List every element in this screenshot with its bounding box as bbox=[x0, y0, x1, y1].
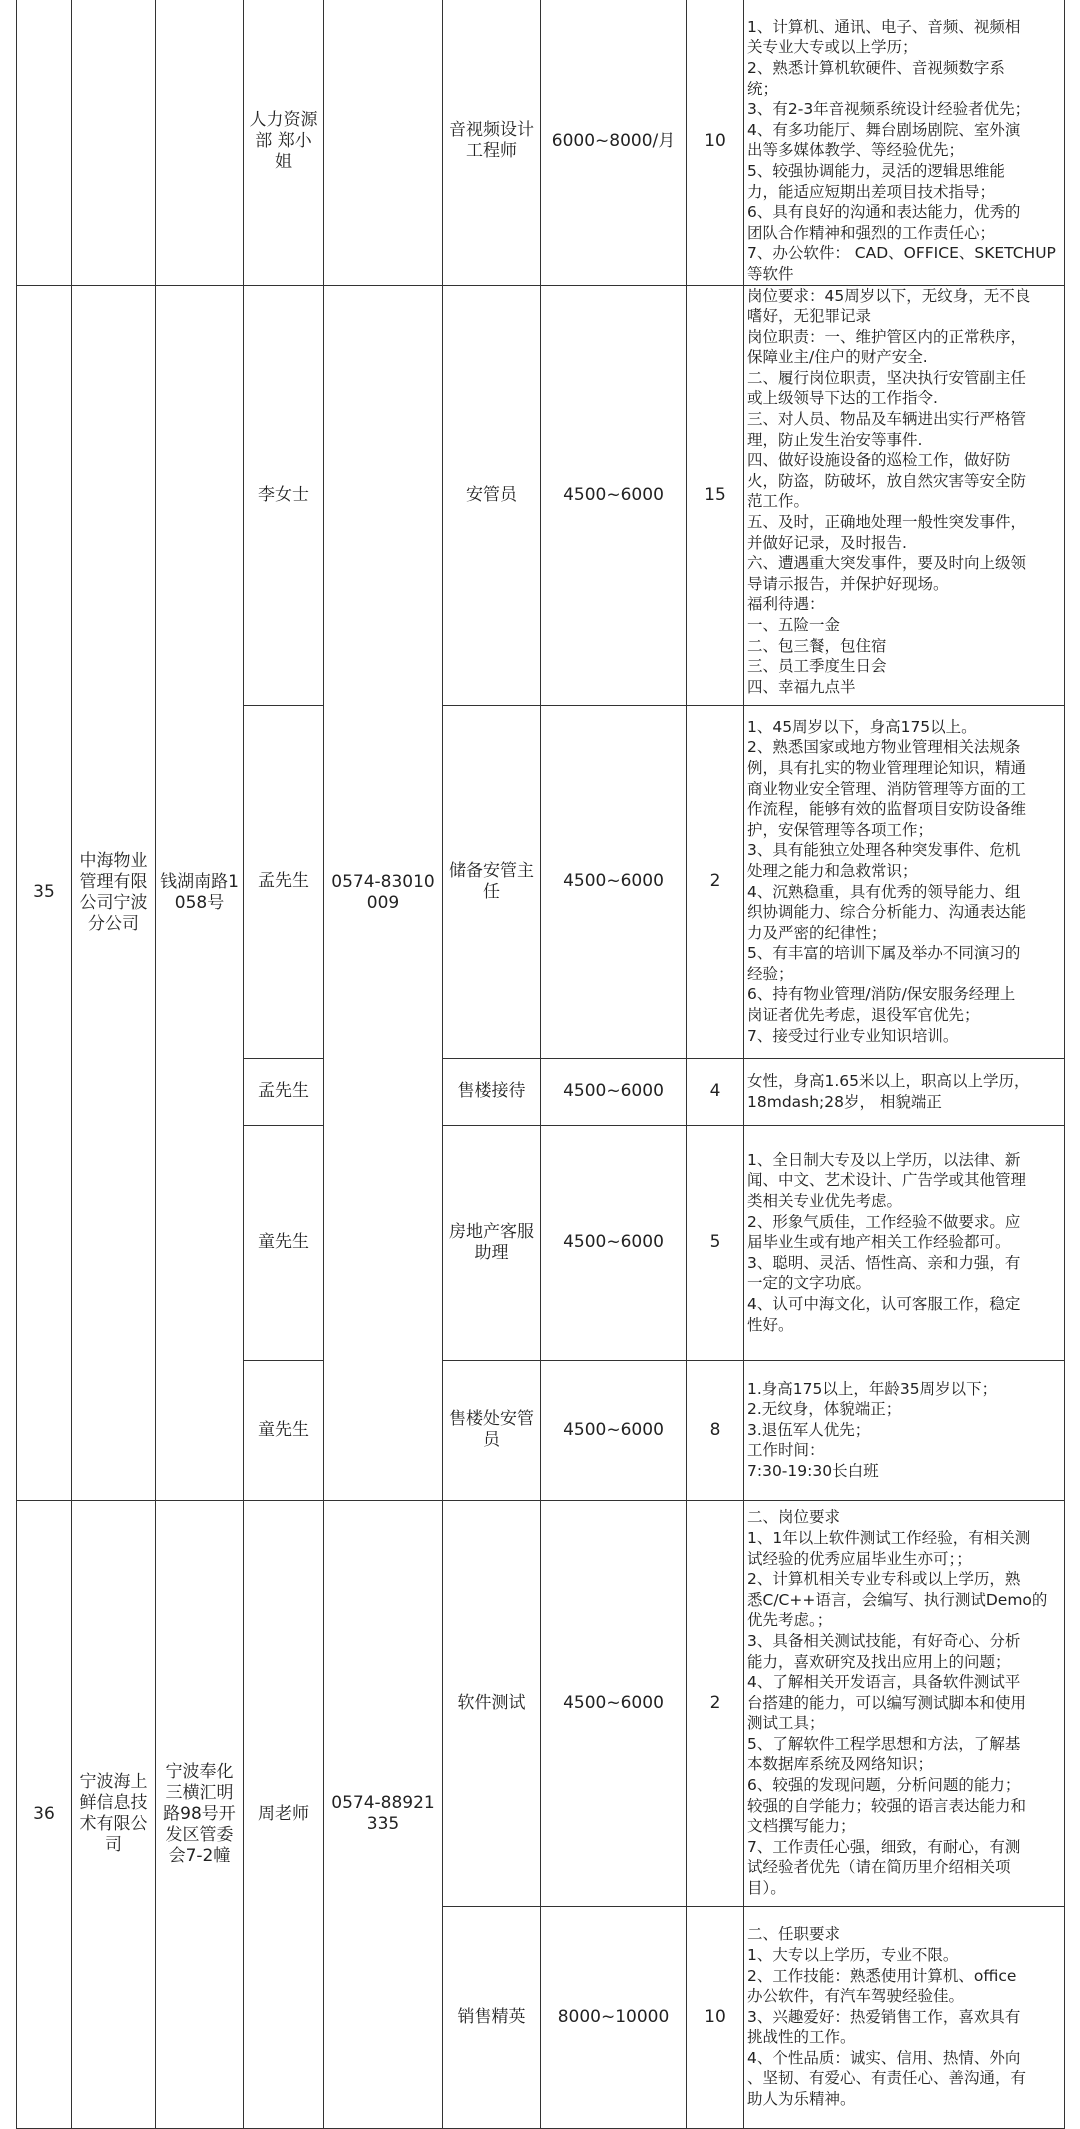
salary: 4500~6000 bbox=[541, 1500, 687, 1906]
description-line: 2、工作技能：熟悉使用计算机、office bbox=[747, 1966, 1017, 1985]
description-line: 护，安保管理等各项工作； bbox=[747, 820, 934, 839]
description-line: 火，防盗，防破坏，放自然灾害等安全防 bbox=[747, 471, 1027, 490]
description-line: 18mdash;28岁， 相貌端正 bbox=[747, 1092, 942, 1111]
description-line: 1、全日制大专及以上学历，以法律、新 bbox=[747, 1150, 1021, 1169]
company-address bbox=[156, 0, 244, 285]
description-line: 4、有多功能厅、舞台剧场剧院、室外演 bbox=[747, 120, 1021, 139]
job-listing-table bbox=[16, 0, 1065, 2129]
description-line: 1、1年以上软件测试工作经验，有相关测 bbox=[747, 1528, 1031, 1547]
job-description bbox=[744, 1360, 1065, 1500]
description-line: 目）。 bbox=[747, 1879, 786, 1898]
description-line: 届毕业生或有地产相关工作经验都可。 bbox=[747, 1233, 1011, 1252]
description-line: 4、沉熟稳重，具有优秀的领导能力、组 bbox=[747, 882, 1021, 901]
description-line: 挑战性的工作。 bbox=[747, 2028, 856, 2047]
description-line: 导请示报告，并保护好现场。 bbox=[747, 574, 949, 593]
description-line: 4、了解相关开发语言，具备软件测试平 bbox=[747, 1673, 1021, 1692]
description-line: 范工作。 bbox=[747, 492, 810, 511]
job-title: 音视频设计工程师 bbox=[443, 0, 541, 285]
description-line: 一定的文字功底。 bbox=[747, 1274, 872, 1293]
job-description bbox=[744, 1058, 1065, 1125]
company-name: 中海物业管理有限公司宁波分公司 bbox=[72, 285, 156, 1500]
description-line: 闻、中文、艺术设计、广告学或其他管理 bbox=[747, 1171, 1027, 1190]
salary: 4500~6000 bbox=[541, 1360, 687, 1500]
description-line: 2、计算机相关专业专科或以上学历，熟 bbox=[747, 1570, 1021, 1589]
job-title: 储备安管主任 bbox=[443, 705, 541, 1058]
description-line: 6、较强的发现问题，分析问题的能力； bbox=[747, 1776, 1021, 1795]
description-line: 悉C/C++语言，会编写、执行测试Demo的 bbox=[747, 1590, 1048, 1609]
description-line: 岗位要求：45周岁以下，无纹身，无不良 bbox=[747, 286, 1031, 305]
description-line: 7、办公软件： CAD、OFFICE、SKETCHUP bbox=[747, 244, 1056, 263]
job-description bbox=[744, 1500, 1065, 1906]
description-line: 3.退伍军人优先； bbox=[747, 1420, 871, 1439]
description-line: 助人为乐精神。 bbox=[747, 2090, 856, 2109]
description-line: 本数据库系统及网络知识； bbox=[747, 1755, 934, 1774]
headcount: 4 bbox=[687, 1058, 744, 1125]
headcount: 2 bbox=[687, 1500, 744, 1906]
contact-person: 人力资源部 郑小姐 bbox=[244, 0, 324, 285]
description-line: 3、兴趣爱好：热爱销售工作，喜欢具有 bbox=[747, 2007, 1021, 2026]
description-line: 一、五险一金 bbox=[747, 616, 841, 634]
description-line: 三、对人员、物品及车辆进出实行严格管 bbox=[747, 410, 1027, 429]
company-name bbox=[72, 0, 156, 285]
description-line: 性好。 bbox=[747, 1315, 794, 1334]
description-line: 3、具有能独立处理各种突发事件、危机 bbox=[747, 841, 1021, 860]
headcount: 5 bbox=[687, 1125, 744, 1360]
description-line: 或上级领导下达的工作指令. bbox=[747, 389, 938, 408]
salary: 4500~6000 bbox=[541, 1058, 687, 1125]
description-line: 织协调能力、综合分析能力、沟通表达能 bbox=[747, 903, 1027, 922]
job-description bbox=[744, 1125, 1065, 1360]
description-line: 女性，身高1.65米以上，职高以上学历， bbox=[747, 1071, 1030, 1090]
description-line: 保障业主/住户的财产安全. bbox=[747, 348, 928, 367]
contact-phone bbox=[324, 0, 443, 285]
description-line: 经验； bbox=[747, 964, 794, 983]
description-line: 嗜好，无犯罪记录 bbox=[747, 307, 872, 326]
description-line: 例，具有扎实的物业管理理论知识，精通 bbox=[747, 758, 1027, 777]
description-line: 5、了解软件工程学思想和方法，了解基 bbox=[747, 1734, 1021, 1753]
headcount: 15 bbox=[687, 285, 744, 705]
salary: 8000~10000 bbox=[541, 1906, 687, 2128]
description-line: 等软件 bbox=[747, 264, 794, 283]
description-line: 1、45周岁以下，身高175以上。 bbox=[747, 717, 977, 736]
description-line: 2、熟悉计算机软硬件、音视频数字系 bbox=[747, 58, 1005, 77]
description-line: 4、个性品质：诚实、信用、热情、外向 bbox=[747, 2048, 1021, 2067]
contact-person: 周老师 bbox=[244, 1500, 324, 2128]
description-line: 6、具有良好的沟通和表达能力，优秀的 bbox=[747, 203, 1021, 222]
company-number: 35 bbox=[17, 285, 72, 1500]
description-line: 2、形象气质佳，工作经验不做要求。应 bbox=[747, 1212, 1021, 1231]
description-line: 二、履行岗位职责，坚决执行安管副主任 bbox=[747, 368, 1027, 387]
description-line: 四、做好设施设备的巡检工作，做好防 bbox=[747, 451, 1011, 470]
company-address: 宁波奉化三横汇明路98号开发区管委会7-2幢 bbox=[156, 1500, 244, 2128]
description-line: 3、具备相关测试技能，有好奇心、分析 bbox=[747, 1631, 1021, 1650]
headcount: 10 bbox=[687, 1906, 744, 2128]
company-name: 宁波海上鲜信息技术有限公司 bbox=[72, 1500, 156, 2128]
description-line: 台搭建的能力，可以编写测试脚本和使用 bbox=[747, 1693, 1027, 1712]
table-row bbox=[17, 1500, 1065, 1906]
description-line: 、坚韧、有爱心、有责任心、善沟通，有 bbox=[747, 2069, 1027, 2088]
description-line: 7、接受过行业专业知识培训。 bbox=[747, 1026, 959, 1045]
description-line: 二、包三餐，包住宿 bbox=[747, 636, 887, 655]
description-line: 办公软件，有汽车驾驶经验佳。 bbox=[747, 1987, 965, 2006]
contact-person: 童先生 bbox=[244, 1360, 324, 1500]
headcount: 10 bbox=[687, 0, 744, 285]
description-line: 5、较强协调能力，灵活的逻辑思维能 bbox=[747, 161, 1005, 180]
description-line: 并做好记录，及时报告. bbox=[747, 533, 907, 552]
job-title: 软件测试 bbox=[443, 1500, 541, 1906]
description-line: 文档撰写能力； bbox=[747, 1817, 856, 1836]
job-title: 房地产客服助理 bbox=[443, 1125, 541, 1360]
job-description bbox=[744, 285, 1065, 705]
description-line: 能力，喜欢研究及找出应用上的问题； bbox=[747, 1652, 1011, 1671]
description-line: 试经验者优先（请在简历里介绍相关项 bbox=[747, 1858, 1011, 1877]
description-line: 3、有2-3年音视频系统设计经验者优先； bbox=[747, 100, 1031, 119]
description-line: 作流程，能够有效的监督项目安防设备维 bbox=[747, 800, 1027, 819]
contact-phone: 0574-83010009 bbox=[324, 285, 443, 1500]
description-line: 四、幸福九点半 bbox=[747, 677, 856, 696]
headcount: 2 bbox=[687, 705, 744, 1058]
description-line: 二、任职要求 bbox=[747, 1925, 841, 1944]
description-line: 较强的自学能力；较强的语言表达能力和 bbox=[747, 1796, 1027, 1815]
contact-person: 李女士 bbox=[244, 285, 324, 705]
description-line: 1.身高175以上，年龄35周岁以下； bbox=[747, 1379, 998, 1398]
description-line: 工作时间： bbox=[747, 1441, 825, 1460]
description-line: 理，防止发生治安等事件. bbox=[747, 430, 923, 449]
description-line: 7:30-19:30长白班 bbox=[747, 1461, 879, 1480]
description-line: 类相关专业优先考虑。 bbox=[747, 1192, 903, 1211]
description-line: 4、认可中海文化，认可客服工作，稳定 bbox=[747, 1294, 1021, 1313]
description-line: 试经验的优秀应届毕业生亦可；； bbox=[747, 1549, 972, 1568]
description-line: 测试工具； bbox=[747, 1714, 825, 1733]
description-line: 二、岗位要求 bbox=[747, 1508, 841, 1527]
salary: 6000~8000/月 bbox=[541, 0, 687, 285]
job-description bbox=[744, 1906, 1065, 2128]
description-line: 7、工作责任心强，细致，有耐心，有测 bbox=[747, 1837, 1021, 1856]
description-line: 三、员工季度生日会 bbox=[747, 657, 887, 676]
description-line: 团队合作精神和强烈的工作责任心； bbox=[747, 223, 996, 242]
company-number: 36 bbox=[17, 1500, 72, 2128]
description-line: 3、聪明、灵活、悟性高、亲和力强，有 bbox=[747, 1253, 1021, 1272]
salary: 4500~6000 bbox=[541, 705, 687, 1058]
description-line: 1、大专以上学历，专业不限。 bbox=[747, 1945, 959, 1964]
description-line: 关专业大专或以上学历； bbox=[747, 38, 918, 57]
description-line: 岗位职责：一、维护管区内的正常秩序， bbox=[747, 327, 1027, 346]
job-title: 售楼处安管员 bbox=[443, 1360, 541, 1500]
headcount: 8 bbox=[687, 1360, 744, 1500]
description-line: 力及严密的纪律性； bbox=[747, 923, 887, 942]
description-line: 优先考虑。； bbox=[747, 1611, 833, 1630]
description-line: 出等多媒体教学、等经验优先； bbox=[747, 141, 965, 160]
company-number bbox=[17, 0, 72, 285]
contact-person: 孟先生 bbox=[244, 705, 324, 1058]
contact-person: 童先生 bbox=[244, 1125, 324, 1360]
table-row bbox=[17, 0, 1065, 285]
job-description bbox=[744, 705, 1065, 1058]
description-line: 5、有丰富的培训下属及举办不同演习的 bbox=[747, 944, 1021, 963]
description-line: 2.无纹身，体貌端正； bbox=[747, 1400, 902, 1419]
description-line: 力，能适应短期出差项目技术指导； bbox=[747, 182, 996, 201]
description-line: 商业物业安全管理、消防管理等方面的工 bbox=[747, 779, 1027, 798]
contact-person: 孟先生 bbox=[244, 1058, 324, 1125]
job-title: 安管员 bbox=[443, 285, 541, 705]
description-line: 1、计算机、通讯、电子、音频、视频相 bbox=[747, 17, 1021, 36]
description-line: 处理之能力和急救常识； bbox=[747, 861, 918, 880]
salary: 4500~6000 bbox=[541, 285, 687, 705]
company-address: 钱湖南路1058号 bbox=[156, 285, 244, 1500]
job-title: 售楼接待 bbox=[443, 1058, 541, 1125]
description-line: 岗证者优先考虑，退役军官优先； bbox=[747, 1006, 980, 1025]
description-line: 6、持有物业管理/消防/保安服务经理上 bbox=[747, 985, 1016, 1004]
description-line: 2、熟悉国家或地方物业管理相关法规条 bbox=[747, 738, 1021, 757]
job-title: 销售精英 bbox=[443, 1906, 541, 2128]
contact-phone: 0574-88921335 bbox=[324, 1500, 443, 2128]
description-line: 福利待遇： bbox=[747, 595, 825, 614]
description-line: 六、遭遇重大突发事件，要及时向上级领 bbox=[747, 554, 1027, 573]
salary: 4500~6000 bbox=[541, 1125, 687, 1360]
description-line: 统； bbox=[747, 79, 779, 98]
description-line: 五、及时，正确地处理一般性突发事件， bbox=[747, 513, 1027, 532]
table-row bbox=[17, 285, 1065, 705]
job-description bbox=[744, 0, 1065, 285]
